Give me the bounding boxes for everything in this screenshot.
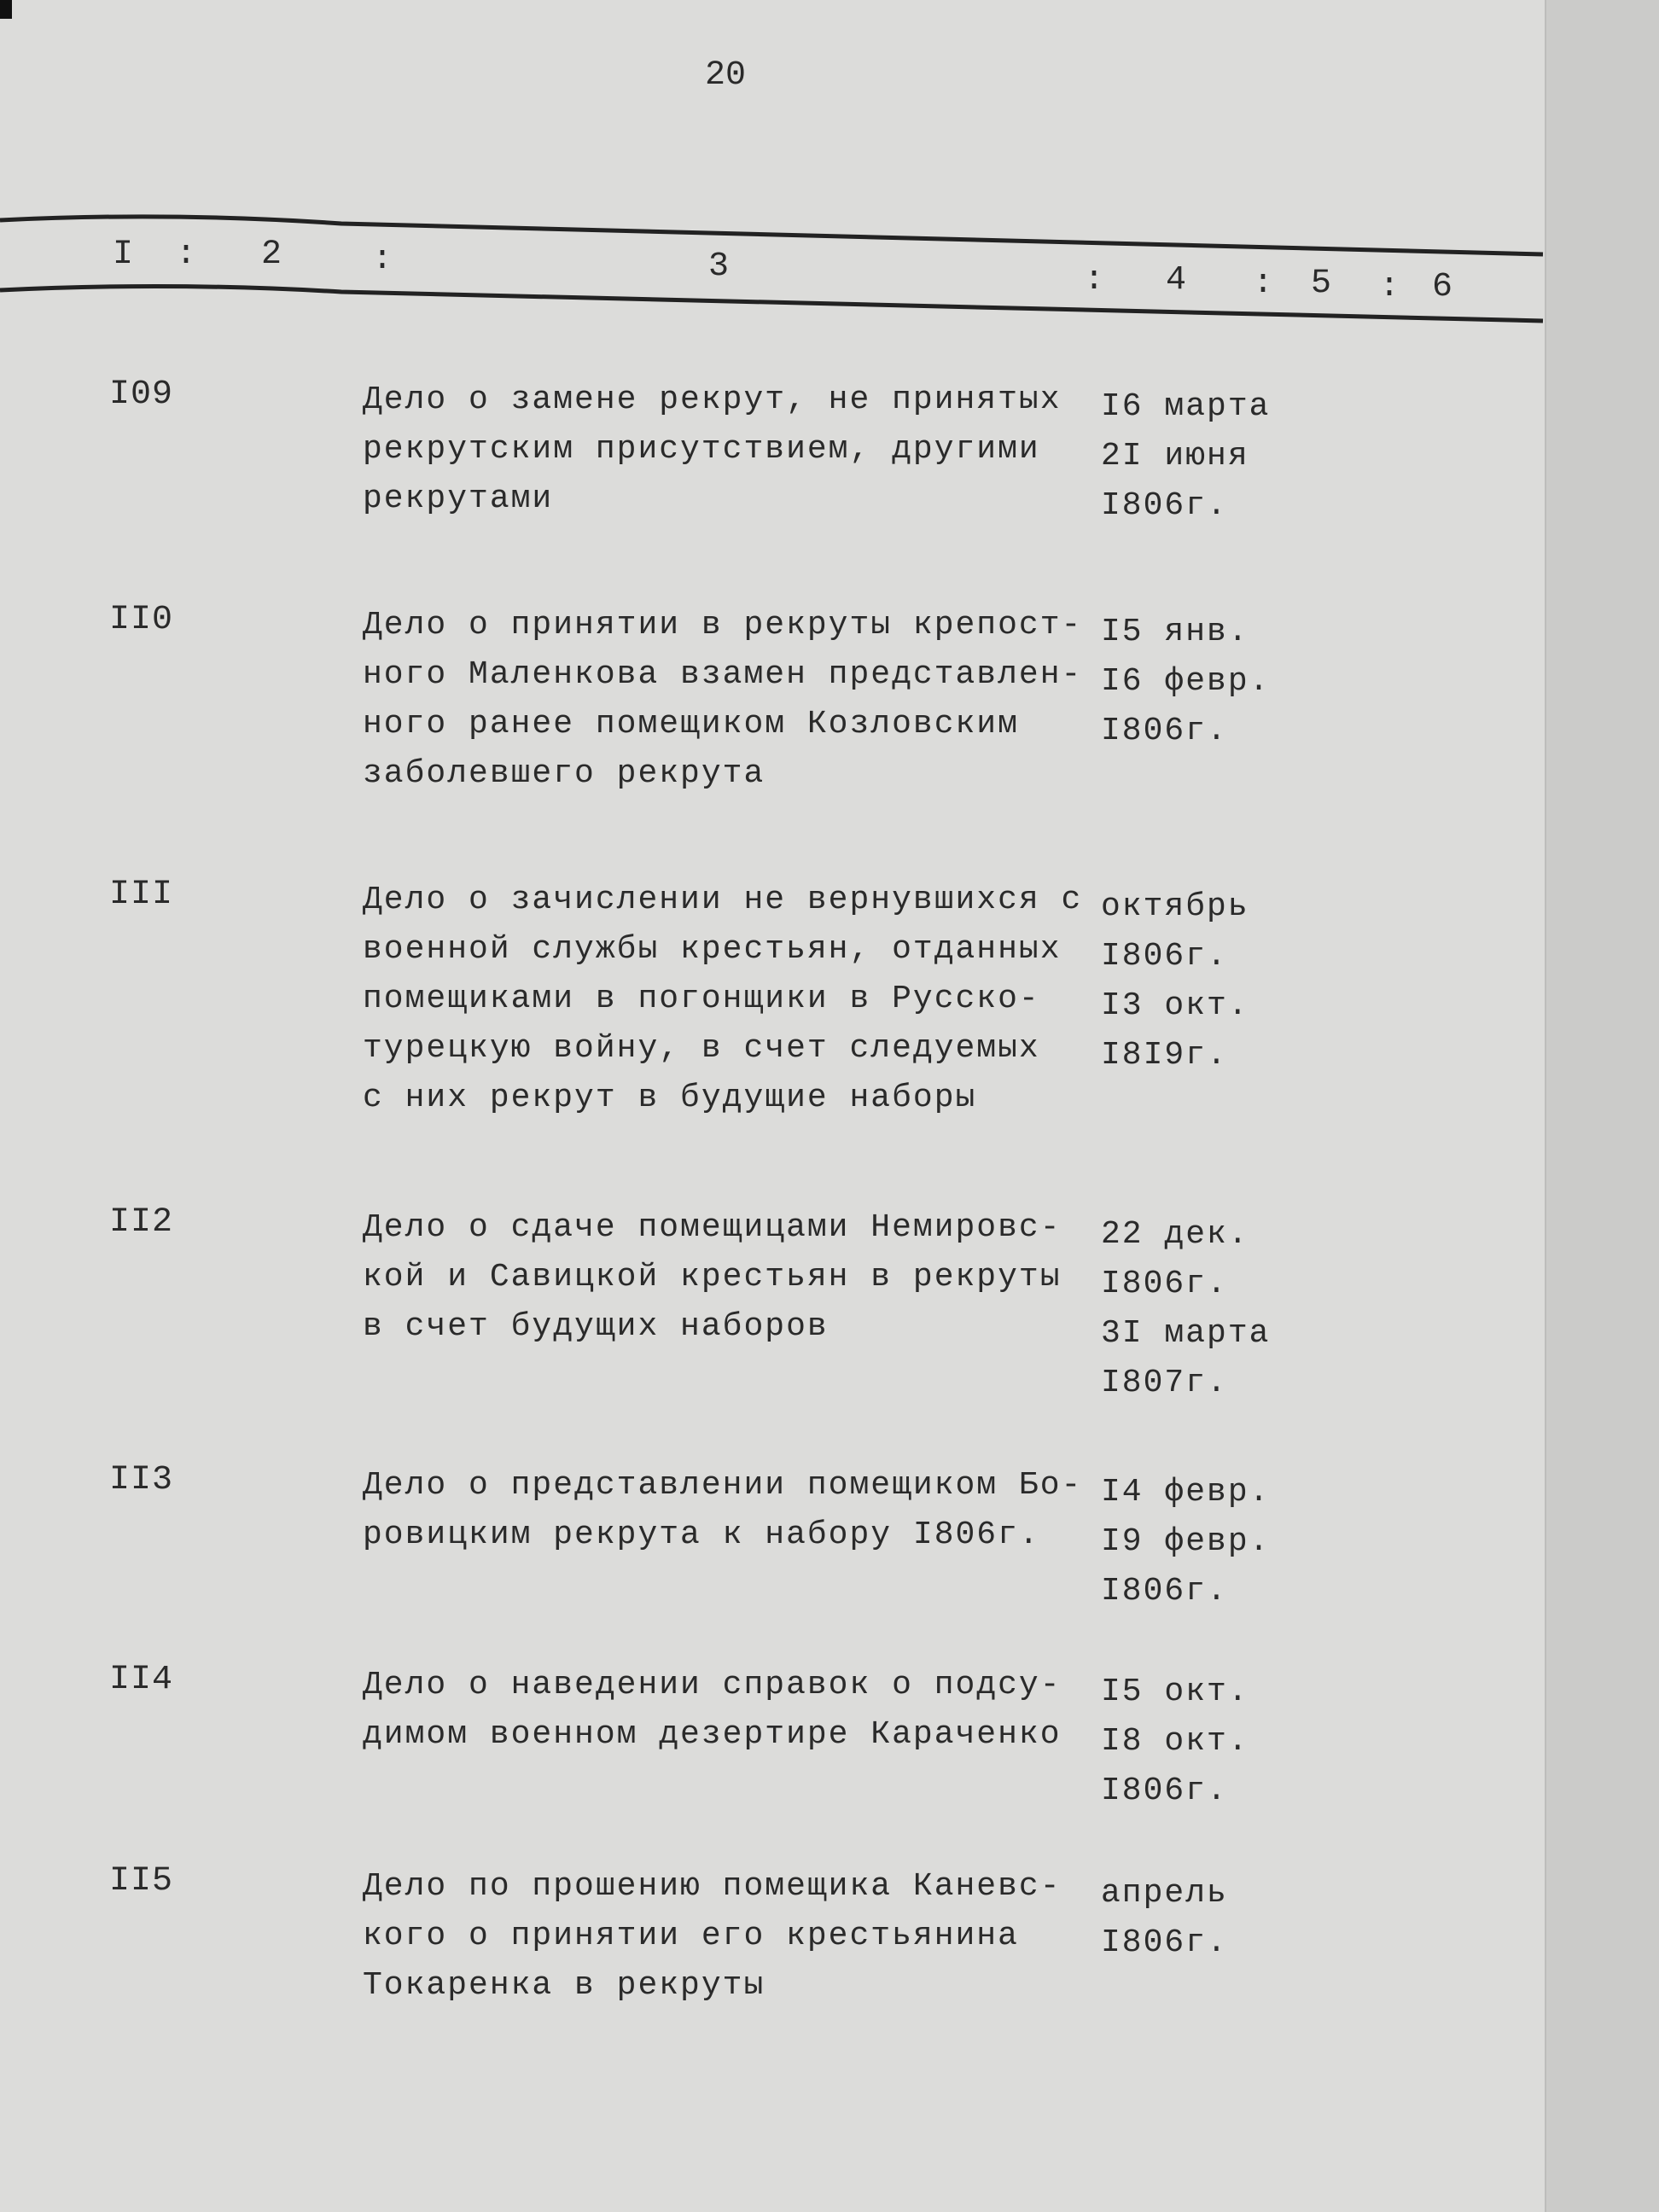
date-line: I806г.	[1101, 713, 1228, 749]
entry-description	[363, 1862, 1062, 2011]
date-line: I5 янв.	[1101, 614, 1249, 650]
date-line: апрель	[1101, 1875, 1228, 1912]
description-line: Дело о представлении помещиком Бо-	[363, 1467, 1083, 1504]
description-line: рекрутами	[363, 480, 554, 517]
description-line: в счет будущих наборов	[363, 1308, 829, 1345]
entry-number: II4	[109, 1661, 174, 1699]
description-line: Дело о сдаче помещицами Немировс-	[363, 1209, 1062, 1246]
column-header-5: 5	[1311, 265, 1332, 303]
description-line: военной службы крестьян, отданных	[363, 931, 1062, 968]
date-line: I807г.	[1101, 1365, 1228, 1401]
column-header-3: 3	[708, 247, 730, 286]
description-line: Дело по прошению помещика Каневс-	[363, 1868, 1062, 1905]
date-line: I8 окт.	[1101, 1723, 1249, 1760]
date-line: I806г.	[1101, 1773, 1228, 1809]
column-separator: :	[1253, 265, 1274, 303]
description-line: Дело о принятии в рекруты крепост-	[363, 607, 1083, 643]
column-separator: :	[1084, 261, 1105, 300]
entry-dates	[1101, 1468, 1270, 1616]
entry-number: II3	[109, 1461, 174, 1499]
description-line: Токаренка в рекруты	[363, 1967, 765, 2004]
entry-number: II5	[109, 1862, 174, 1901]
date-line: 2I июня	[1101, 438, 1249, 474]
entry-dates	[1101, 1210, 1270, 1408]
date-line: I6 февр.	[1101, 663, 1271, 700]
date-line: I806г.	[1101, 1266, 1228, 1302]
description-line: заболевшего рекрута	[363, 755, 765, 792]
entry-dates	[1101, 608, 1270, 756]
entry-number: I09	[109, 375, 174, 414]
entry-dates	[1101, 882, 1249, 1080]
description-line: димом военном дезертире Караченко	[363, 1716, 1062, 1753]
header-top-rule	[0, 217, 1543, 254]
date-line: I806г.	[1101, 487, 1228, 524]
description-line: ровицким рекрута к набору I806г.	[363, 1516, 1040, 1553]
entry-dates	[1101, 1668, 1249, 1816]
description-line: кого о принятии его крестьянина	[363, 1918, 1019, 1954]
description-line: ного ранее помещиком Козловским	[363, 706, 1019, 742]
description-line: ного Маленкова взамен представлен-	[363, 656, 1083, 693]
entry-number: II0	[109, 601, 174, 639]
date-line: 22 дек.	[1101, 1216, 1249, 1253]
page-number: 20	[705, 56, 747, 95]
column-header-6: 6	[1432, 268, 1453, 306]
entry-description	[363, 601, 1082, 799]
column-separator: :	[1379, 268, 1400, 306]
description-line: рекрутским присутствием, другими	[363, 431, 1040, 468]
date-line: I8I9г.	[1101, 1037, 1228, 1074]
description-line: Дело о зачислении не вернувшихся с	[363, 882, 1083, 918]
entry-dates	[1101, 382, 1270, 531]
date-line: I3 окт.	[1101, 987, 1249, 1024]
column-header-4: 4	[1166, 261, 1187, 300]
date-line: I5 окт.	[1101, 1674, 1249, 1710]
description-line: Дело о замене рекрут, не принятых	[363, 381, 1062, 418]
date-line: октябрь	[1101, 888, 1249, 925]
column-separator: :	[176, 236, 197, 274]
entry-description	[363, 1661, 1062, 1760]
description-line: помещиками в погонщики в Русско-	[363, 981, 1040, 1017]
entry-description	[363, 1461, 1082, 1560]
description-line: с них рекрут в будущие наборы	[363, 1080, 977, 1116]
column-header-2: 2	[261, 236, 282, 274]
description-line: Дело о наведении справок о подсу-	[363, 1667, 1062, 1703]
date-line: I806г.	[1101, 1924, 1228, 1961]
entry-description	[363, 375, 1062, 524]
entry-description	[363, 1203, 1062, 1352]
date-line: I9 февр.	[1101, 1523, 1271, 1560]
description-line: турецкую войну, в счет следуемых	[363, 1030, 1040, 1067]
description-line: кой и Савицкой крестьян в рекруты	[363, 1259, 1062, 1295]
column-header-1: I	[113, 236, 134, 274]
date-line: 3I марта	[1101, 1315, 1271, 1352]
column-separator: :	[372, 241, 393, 279]
date-line: I806г.	[1101, 1573, 1228, 1610]
date-line: I4 февр.	[1101, 1474, 1271, 1511]
entry-dates	[1101, 1869, 1228, 1968]
entry-number: III	[109, 876, 174, 914]
date-line: I806г.	[1101, 938, 1228, 975]
entry-description	[363, 876, 1082, 1123]
entry-number: II2	[109, 1203, 174, 1242]
date-line: I6 марта	[1101, 388, 1271, 425]
